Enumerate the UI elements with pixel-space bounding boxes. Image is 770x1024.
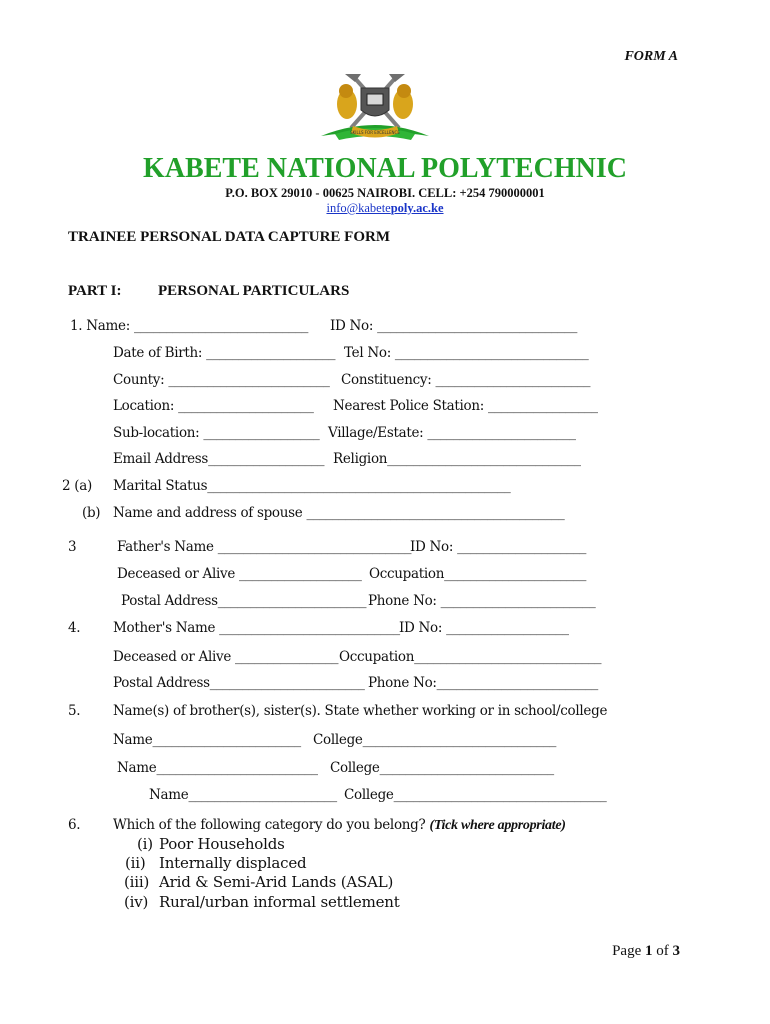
county-field[interactable]: County: _________________________ — [113, 372, 330, 388]
sibling-2-college-field[interactable]: College___________________________ — [330, 760, 554, 776]
mother-occupation-field[interactable]: Occupation_____________________________ — [339, 649, 602, 665]
dob-field[interactable]: Date of Birth: ____________________ — [113, 345, 336, 361]
marital-status-field[interactable]: Marital Status_______________________________________________ — [113, 478, 511, 494]
option-internally-displaced[interactable]: Internally displaced — [159, 854, 307, 872]
coat-of-arms-icon — [315, 70, 435, 148]
page-total: 3 — [672, 943, 680, 959]
page-word: Page — [612, 943, 645, 959]
father-phone-field[interactable]: Phone No: ________________________ — [368, 593, 596, 609]
institution-email[interactable] — [0, 201, 770, 216]
email-address-field[interactable]: Email Address__________________ — [113, 451, 325, 467]
logo-motto: SKILLS FOR EXCELLENCE — [350, 130, 400, 135]
police-station-field[interactable]: Nearest Police Station: _________________ — [333, 398, 598, 414]
sibling-2-name-field[interactable]: Name_________________________ — [117, 760, 318, 776]
q2b-number: (b) — [82, 505, 101, 521]
tel-field[interactable]: Tel No: ______________________________ — [344, 345, 589, 361]
religion-field[interactable]: Religion______________________________ — [333, 451, 581, 467]
constituency-field[interactable]: Constituency: ________________________ — [341, 372, 591, 388]
sibling-3-name-field[interactable]: Name_______________________ — [149, 787, 337, 803]
institution-address: P.O. BOX 29010 - 00625 NAIROBI. CELL: +254 790000001 — [225, 186, 545, 200]
form-title: TRAINEE PERSONAL DATA CAPTURE FORM — [68, 229, 390, 245]
father-deceased-field[interactable]: Deceased or Alive ___________________ — [117, 566, 362, 582]
option-poor-households[interactable]: Poor Households — [159, 835, 285, 853]
q6-hint: (Tick where appropriate) — [429, 818, 566, 833]
father-id-field[interactable]: ID No: ____________________ — [410, 539, 587, 555]
mother-phone-field[interactable]: Phone No:_________________________ — [368, 675, 598, 691]
mother-id-field[interactable]: ID No: ___________________ — [399, 620, 569, 636]
part-title: PERSONAL PARTICULARS — [158, 283, 350, 299]
option-3-number: (iii) — [124, 873, 150, 891]
id-no-field[interactable]: ID No: _______________________________ — [330, 318, 578, 334]
option-rural-urban-settlement[interactable]: Rural/urban informal settlement — [159, 893, 400, 911]
option-1-number: (i) — [137, 835, 153, 853]
q2a-number: 2 (a) — [62, 478, 92, 494]
mother-name-field[interactable]: Mother's Name ____________________________ — [113, 620, 400, 636]
name-field[interactable]: 1. Name: ___________________________ — [70, 318, 309, 334]
email-domain: poly.ac.ke — [390, 201, 444, 215]
option-4-number: (iv) — [124, 893, 149, 911]
sublocation-field[interactable]: Sub-location: __________________ — [113, 425, 320, 441]
father-occupation-field[interactable]: Occupation______________________ — [369, 566, 587, 582]
father-name-field[interactable]: Father's Name ______________________________ — [117, 539, 412, 555]
q5-number: 5. — [68, 703, 81, 719]
q4-number: 4. — [68, 620, 81, 636]
institution-name: KABETE NATIONAL POLYTECHNIC — [143, 153, 627, 184]
q3-number: 3 — [68, 539, 77, 555]
village-field[interactable]: Village/Estate: _______________________ — [328, 425, 576, 441]
email-prefix: info@kabete — [326, 201, 391, 215]
page-current: 1 — [645, 943, 653, 959]
form-label: FORM A — [624, 49, 678, 64]
sibling-1-college-field[interactable]: College______________________________ — [313, 732, 557, 748]
mother-postal-field[interactable]: Postal Address________________________ — [113, 675, 365, 691]
q6-number: 6. — [68, 817, 81, 833]
of-word: of — [652, 943, 673, 959]
sibling-1-name-field[interactable]: Name_______________________ — [113, 732, 301, 748]
father-postal-field[interactable]: Postal Address_______________________ — [121, 593, 367, 609]
siblings-label: Name(s) of brother(s), sister(s). State whether working or in school/college — [113, 703, 608, 719]
q6-text: Which of the following category do you belong? — [113, 817, 430, 833]
location-field[interactable]: Location: _____________________ — [113, 398, 314, 414]
option-asal[interactable]: Arid & Semi-Arid Lands (ASAL) — [159, 873, 394, 891]
page-number — [612, 943, 680, 960]
sibling-3-college-field[interactable]: College_________________________________ — [344, 787, 607, 803]
option-2-number: (ii) — [125, 854, 146, 872]
q6-question — [113, 817, 566, 834]
part-number: PART I: — [68, 283, 122, 299]
spouse-field[interactable]: Name and address of spouse ________________________________________ — [113, 505, 565, 521]
mother-deceased-field[interactable]: Deceased or Alive ________________ — [113, 649, 339, 665]
